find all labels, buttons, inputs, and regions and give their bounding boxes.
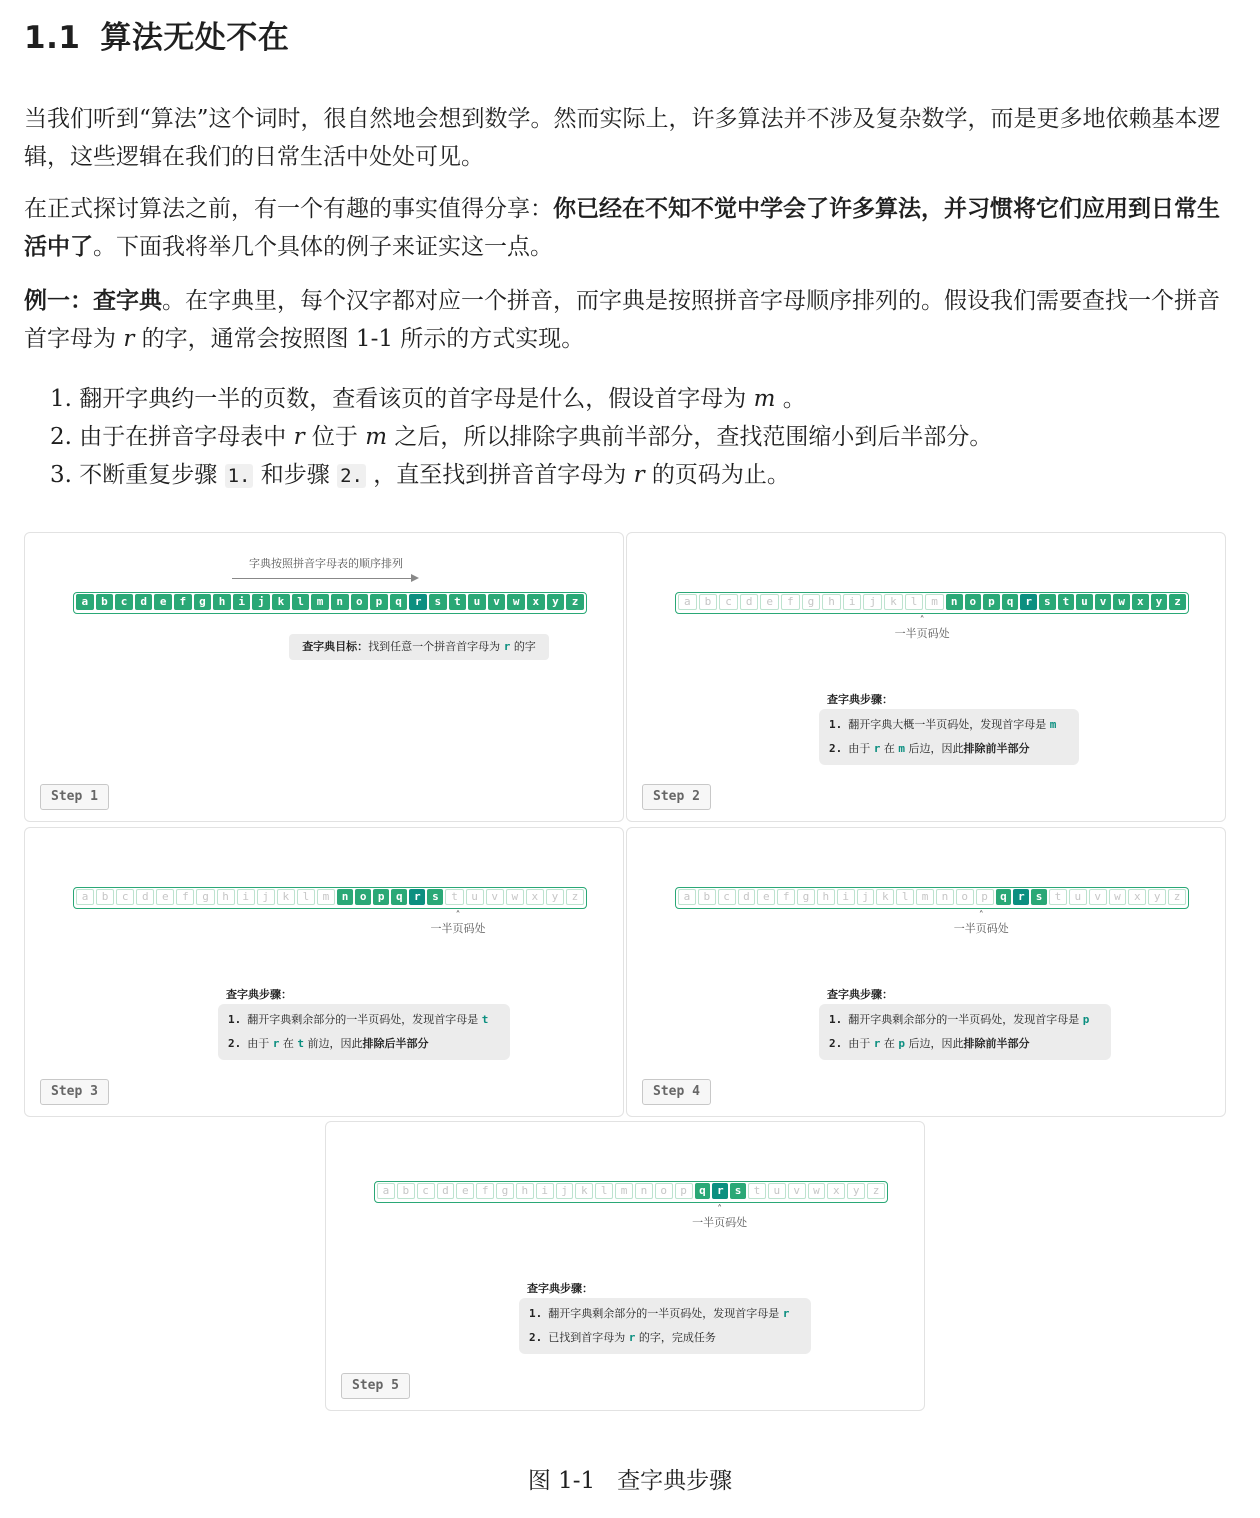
letter-cell-z: z bbox=[566, 889, 584, 905]
letter-cell-c: c bbox=[718, 889, 736, 905]
list-var: r bbox=[293, 424, 305, 450]
letter-cell-g: g bbox=[802, 594, 821, 610]
letter-cell-j: j bbox=[857, 889, 875, 905]
letter-cell-t: t bbox=[748, 1183, 766, 1199]
letter-cell-x: x bbox=[526, 889, 544, 905]
letter-cell-f: f bbox=[176, 889, 194, 905]
letter-cell-v: v bbox=[788, 1183, 806, 1199]
letter-cell-t: t bbox=[1049, 889, 1067, 905]
letter-cell-u: u bbox=[768, 1183, 786, 1199]
letter-cell-k: k bbox=[884, 594, 903, 610]
paragraph-fact-bold: 你已经在不知不觉中学会了许多算法，并习惯将它们应用到日常生活中了 bbox=[24, 195, 1220, 260]
letter-cell-b: b bbox=[698, 889, 716, 905]
row-letter: m bbox=[898, 742, 905, 755]
pointer-label: 一半页码处 bbox=[692, 1216, 748, 1229]
letter-cell-x: x bbox=[1132, 594, 1149, 610]
row-text: 翻开字典剩余部分的一半页码处，发现首字母是 bbox=[848, 1013, 1080, 1026]
letter-cell-a: a bbox=[76, 889, 94, 905]
stepbox-title: 查字典步骤： bbox=[226, 988, 292, 1001]
alphabet-strip bbox=[73, 887, 587, 909]
caret-up-icon: ˄ bbox=[919, 615, 925, 626]
paragraph-intro bbox=[24, 100, 1234, 176]
letter-cell-u: u bbox=[468, 594, 486, 610]
letter-cell-s: s bbox=[1031, 889, 1047, 905]
letter-cell-u: u bbox=[1069, 889, 1087, 905]
letter-cell-p: p bbox=[373, 889, 389, 905]
letter-cell-j: j bbox=[863, 594, 882, 610]
letter-cell-v: v bbox=[488, 594, 506, 610]
row-letter: t bbox=[481, 1013, 489, 1026]
list-var: m bbox=[753, 386, 776, 412]
list-item bbox=[50, 456, 992, 495]
row-text: 翻开字典大概一半页码处，发现首字母是 bbox=[848, 718, 1047, 731]
letter-cell-t: t bbox=[445, 889, 463, 905]
list-text: 位于 bbox=[304, 424, 366, 450]
letter-cell-m: m bbox=[916, 889, 934, 905]
alphabet-strip bbox=[73, 592, 587, 614]
paragraph-fact bbox=[24, 190, 1234, 266]
letter-cell-h: h bbox=[817, 889, 835, 905]
paragraph-intro-text: 当我们听到“算法”这个词时，很自然地会想到数学。然而实际上，许多算法并不涉及复杂数学，而是更多地依赖基本逻辑，这些逻辑在我们的日常生活中处处可见。 bbox=[24, 106, 1221, 170]
letter-cell-m: m bbox=[925, 594, 944, 610]
midpoint-pointer bbox=[418, 912, 498, 936]
pointer-label: 一半页码处 bbox=[430, 922, 486, 935]
letter-cell-q: q bbox=[695, 1183, 711, 1199]
stepbox-row bbox=[228, 1032, 500, 1056]
paragraph-fact-lead: 在正式探讨算法之前，有一个有趣的事实值得分享： bbox=[24, 196, 553, 222]
stepbox-title: 查字典步骤： bbox=[827, 693, 893, 706]
letter-cell-h: h bbox=[217, 889, 235, 905]
figure-panel-step-2 bbox=[626, 532, 1226, 822]
letter-cell-e: e bbox=[757, 889, 775, 905]
row-text: 由于 bbox=[247, 1037, 270, 1050]
letter-cell-n: n bbox=[936, 889, 954, 905]
letter-cell-n: n bbox=[331, 594, 349, 610]
stepbox-row bbox=[228, 1008, 500, 1032]
section-number: 1.1 bbox=[24, 20, 81, 56]
goal-letter: r bbox=[503, 640, 511, 653]
letter-cell-y: y bbox=[546, 889, 564, 905]
letter-cell-c: c bbox=[417, 1183, 435, 1199]
letter-cell-j: j bbox=[257, 889, 275, 905]
letter-cell-r: r bbox=[712, 1183, 728, 1199]
row-index: 1. bbox=[228, 1013, 242, 1026]
letter-cell-w: w bbox=[1113, 594, 1130, 610]
stepbox-row bbox=[829, 737, 1069, 761]
caret-up-icon: ˄ bbox=[978, 910, 984, 921]
row-bold: 排除后半部分 bbox=[362, 1037, 429, 1050]
letter-cell-s: s bbox=[730, 1183, 746, 1199]
letter-cell-o: o bbox=[351, 594, 369, 610]
letter-cell-a: a bbox=[678, 594, 697, 610]
letter-cell-m: m bbox=[615, 1183, 633, 1199]
letter-cell-z: z bbox=[566, 594, 584, 610]
letter-cell-p: p bbox=[983, 594, 1000, 610]
letter-cell-z: z bbox=[1168, 889, 1186, 905]
letter-cell-d: d bbox=[740, 594, 759, 610]
letter-cell-x: x bbox=[527, 594, 545, 610]
right-arrow-icon bbox=[232, 578, 417, 579]
letter-cell-a: a bbox=[76, 594, 94, 610]
letter-cell-f: f bbox=[777, 889, 795, 905]
step-ref-code: 1. bbox=[225, 464, 254, 488]
letter-cell-q: q bbox=[390, 594, 408, 610]
step-label: Step 5 bbox=[341, 1373, 410, 1399]
letter-cell-v: v bbox=[1089, 889, 1107, 905]
steps-list bbox=[50, 380, 992, 495]
list-var: m bbox=[365, 424, 388, 450]
row-text: 的字，完成任务 bbox=[638, 1331, 716, 1344]
letter-cell-y: y bbox=[1151, 594, 1168, 610]
list-text: 由于在拼音字母表中 bbox=[79, 424, 294, 450]
letter-cell-q: q bbox=[391, 889, 407, 905]
letter-cell-e: e bbox=[760, 594, 779, 610]
list-num: 2. bbox=[50, 424, 72, 450]
row-text: 后边，因此 bbox=[908, 1037, 964, 1050]
list-num: 1. bbox=[50, 386, 72, 412]
caret-up-icon: ˄ bbox=[455, 910, 461, 921]
letter-cell-w: w bbox=[1109, 889, 1127, 905]
row-letter: p bbox=[1082, 1013, 1090, 1026]
letter-cell-i: i bbox=[233, 594, 251, 610]
row-letter: p bbox=[898, 1037, 905, 1050]
list-text: 不断重复步骤 bbox=[79, 462, 225, 488]
letter-cell-h: h bbox=[213, 594, 231, 610]
figure-panel-step-3 bbox=[24, 827, 624, 1117]
row-index: 1. bbox=[829, 1013, 843, 1026]
letter-cell-u: u bbox=[1076, 594, 1093, 610]
row-letter: r bbox=[272, 1037, 280, 1050]
stepbox-row bbox=[829, 1008, 1101, 1032]
figure-panel-step-4 bbox=[626, 827, 1226, 1117]
row-bold: 排除前半部分 bbox=[963, 742, 1030, 755]
section-title: 算法无处不在 bbox=[100, 20, 290, 56]
letter-cell-g: g bbox=[496, 1183, 514, 1199]
stepbox-title: 查字典步骤： bbox=[827, 988, 893, 1001]
row-text: 在 bbox=[883, 742, 895, 755]
alphabet-strip bbox=[675, 592, 1189, 614]
letter-cell-h: h bbox=[516, 1183, 534, 1199]
letter-cell-x: x bbox=[827, 1183, 845, 1199]
letter-cell-x: x bbox=[1128, 889, 1146, 905]
letter-cell-s: s bbox=[427, 889, 443, 905]
caret-up-icon: ˄ bbox=[717, 1204, 723, 1215]
letter-cell-p: p bbox=[370, 594, 388, 610]
list-text: 的页码为止。 bbox=[644, 462, 790, 488]
example-text-a: 。在字典里，每个汉字都对应一个拼音，而字典是按照拼音字母顺序排列的。假设我们需要查找一个拼音首字母为 bbox=[24, 288, 1220, 352]
figure-title: 查字典步骤 bbox=[617, 1468, 733, 1494]
letter-cell-r: r bbox=[409, 594, 427, 610]
letter-cell-y: y bbox=[847, 1183, 865, 1199]
alphabet-strip bbox=[675, 887, 1189, 909]
letter-cell-l: l bbox=[595, 1183, 613, 1199]
letter-cell-o: o bbox=[655, 1183, 673, 1199]
midpoint-pointer bbox=[941, 912, 1021, 936]
alphabet-strip bbox=[374, 1181, 888, 1203]
letter-cell-c: c bbox=[116, 889, 134, 905]
letter-cell-o: o bbox=[355, 889, 371, 905]
stepbox-title: 查字典步骤： bbox=[527, 1282, 593, 1295]
row-text: 前边，因此 bbox=[307, 1037, 363, 1050]
letter-cell-p: p bbox=[976, 889, 994, 905]
goal-tail: 的字 bbox=[513, 640, 536, 653]
list-text: 之后，所以排除字典前半部分，查找范围缩小到后半部分。 bbox=[387, 424, 993, 450]
letter-cell-d: d bbox=[738, 889, 756, 905]
letter-cell-t: t bbox=[1058, 594, 1075, 610]
list-num: 3. bbox=[50, 462, 72, 488]
midpoint-pointer bbox=[680, 1206, 760, 1230]
letter-cell-b: b bbox=[96, 889, 114, 905]
goal-label: 查字典目标： bbox=[302, 640, 369, 653]
pointer-label: 一半页码处 bbox=[953, 922, 1009, 935]
letter-cell-i: i bbox=[843, 594, 862, 610]
row-index: 2. bbox=[829, 1037, 843, 1050]
letter-cell-j: j bbox=[252, 594, 270, 610]
letter-cell-k: k bbox=[876, 889, 894, 905]
letter-cell-m: m bbox=[311, 594, 329, 610]
row-letter: t bbox=[297, 1037, 304, 1050]
paragraph-example bbox=[24, 282, 1234, 358]
row-letter: m bbox=[1049, 718, 1057, 731]
letter-cell-t: t bbox=[449, 594, 467, 610]
example-var: r bbox=[123, 326, 135, 352]
letter-cell-g: g bbox=[797, 889, 815, 905]
stepbox bbox=[819, 709, 1079, 765]
letter-cell-e: e bbox=[456, 1183, 474, 1199]
letter-cell-d: d bbox=[135, 594, 153, 610]
paragraph-fact-tail: 。下面我将举几个具体的例子来证实这一点。 bbox=[93, 234, 553, 260]
row-index: 1. bbox=[529, 1307, 543, 1320]
letter-cell-r: r bbox=[1020, 594, 1037, 610]
letter-cell-e: e bbox=[156, 889, 174, 905]
letter-cell-u: u bbox=[466, 889, 484, 905]
letter-cell-f: f bbox=[174, 594, 192, 610]
list-text: ，直至找到拼音首字母为 bbox=[365, 462, 634, 488]
row-bold: 排除前半部分 bbox=[963, 1037, 1030, 1050]
row-text: 已找到首字母为 bbox=[548, 1331, 626, 1344]
row-text: 在 bbox=[282, 1037, 294, 1050]
row-text: 后边，因此 bbox=[908, 742, 964, 755]
letter-cell-r: r bbox=[1013, 889, 1029, 905]
example-text-b: 的字，通常会按照图 1-1 所示的方式实现。 bbox=[134, 326, 585, 352]
list-item bbox=[50, 380, 992, 418]
figure-number: 图 1-1 bbox=[527, 1468, 596, 1494]
letter-cell-l: l bbox=[905, 594, 924, 610]
letter-cell-i: i bbox=[536, 1183, 554, 1199]
midpoint-pointer bbox=[882, 617, 962, 641]
row-text: 由于 bbox=[848, 1037, 871, 1050]
letter-cell-b: b bbox=[397, 1183, 415, 1199]
row-text: 由于 bbox=[848, 742, 871, 755]
row-letter: r bbox=[873, 1037, 881, 1050]
list-item bbox=[50, 418, 992, 456]
letter-cell-w: w bbox=[507, 594, 525, 610]
letter-cell-o: o bbox=[956, 889, 974, 905]
stepbox-row bbox=[529, 1326, 801, 1350]
letter-cell-e: e bbox=[154, 594, 172, 610]
letter-cell-f: f bbox=[781, 594, 800, 610]
pointer-label: 一半页码处 bbox=[894, 627, 950, 640]
letter-cell-g: g bbox=[194, 594, 212, 610]
step-ref-code: 2. bbox=[337, 464, 366, 488]
section-heading bbox=[24, 12, 289, 57]
letter-cell-q: q bbox=[1002, 594, 1019, 610]
letter-cell-k: k bbox=[575, 1183, 593, 1199]
letter-cell-n: n bbox=[337, 889, 353, 905]
letter-cell-l: l bbox=[896, 889, 914, 905]
figure-panel-step-5 bbox=[325, 1121, 925, 1411]
letter-cell-w: w bbox=[808, 1183, 826, 1199]
list-text: 翻开字典约一半的页数，查看该页的首字母是什么，假设首字母为 bbox=[79, 386, 754, 412]
letter-cell-s: s bbox=[1039, 594, 1056, 610]
letter-cell-a: a bbox=[377, 1183, 395, 1199]
list-text: 。 bbox=[775, 386, 806, 412]
row-letter: r bbox=[873, 742, 881, 755]
letter-cell-h: h bbox=[822, 594, 841, 610]
row-index: 2. bbox=[228, 1037, 242, 1050]
letter-cell-b: b bbox=[699, 594, 718, 610]
letter-cell-l: l bbox=[297, 889, 315, 905]
step-label: Step 2 bbox=[642, 784, 711, 810]
row-text: 翻开字典剩余部分的一半页码处，发现首字母是 bbox=[548, 1307, 780, 1320]
letter-cell-g: g bbox=[196, 889, 214, 905]
letter-cell-d: d bbox=[437, 1183, 455, 1199]
example-title: 例一：查字典 bbox=[24, 287, 162, 314]
stepbox-row bbox=[529, 1302, 801, 1326]
stepbox bbox=[218, 1004, 510, 1060]
row-text: 翻开字典剩余部分的一半页码处，发现首字母是 bbox=[247, 1013, 479, 1026]
letter-cell-r: r bbox=[409, 889, 425, 905]
step-label: Step 4 bbox=[642, 1079, 711, 1105]
letter-cell-z: z bbox=[1169, 594, 1186, 610]
letter-cell-o: o bbox=[965, 594, 982, 610]
row-letter: r bbox=[628, 1331, 636, 1344]
letter-cell-c: c bbox=[719, 594, 738, 610]
letter-cell-a: a bbox=[678, 889, 696, 905]
row-text: 在 bbox=[883, 1037, 895, 1050]
letter-cell-n: n bbox=[946, 594, 963, 610]
letter-cell-m: m bbox=[317, 889, 335, 905]
letter-cell-q: q bbox=[996, 889, 1012, 905]
figure-caption bbox=[0, 1462, 1260, 1495]
row-index: 1. bbox=[829, 718, 843, 731]
step-label: Step 3 bbox=[40, 1079, 109, 1105]
stepbox-row bbox=[829, 1032, 1101, 1056]
stepbox bbox=[819, 1004, 1111, 1060]
stepbox-row bbox=[829, 713, 1069, 737]
letter-cell-j: j bbox=[556, 1183, 574, 1199]
letter-cell-k: k bbox=[272, 594, 290, 610]
letter-cell-c: c bbox=[115, 594, 133, 610]
letter-cell-i: i bbox=[237, 889, 255, 905]
step-label: Step 1 bbox=[40, 784, 109, 810]
goal-box bbox=[289, 634, 549, 660]
letter-cell-s: s bbox=[429, 594, 447, 610]
letter-cell-z: z bbox=[867, 1183, 885, 1199]
row-index: 2. bbox=[829, 742, 843, 755]
letter-cell-i: i bbox=[837, 889, 855, 905]
letter-cell-v: v bbox=[1095, 594, 1112, 610]
letter-cell-f: f bbox=[476, 1183, 494, 1199]
letter-cell-d: d bbox=[136, 889, 154, 905]
letter-cell-n: n bbox=[635, 1183, 653, 1199]
list-text: 和步骤 bbox=[253, 462, 338, 488]
letter-cell-k: k bbox=[277, 889, 295, 905]
letter-cell-y: y bbox=[547, 594, 565, 610]
row-index: 2. bbox=[529, 1331, 543, 1344]
letter-cell-w: w bbox=[506, 889, 524, 905]
letter-cell-b: b bbox=[96, 594, 114, 610]
list-var: r bbox=[633, 462, 645, 488]
letter-cell-v: v bbox=[486, 889, 504, 905]
letter-cell-y: y bbox=[1148, 889, 1166, 905]
order-caption: 字典按照拼音字母表的顺序排列 bbox=[249, 557, 403, 570]
stepbox bbox=[519, 1298, 811, 1354]
figure-panel-step-1 bbox=[24, 532, 624, 822]
letter-cell-l: l bbox=[292, 594, 310, 610]
row-letter: r bbox=[782, 1307, 790, 1320]
goal-text: 找到任意一个拼音首字母为 bbox=[368, 640, 501, 653]
letter-cell-p: p bbox=[675, 1183, 693, 1199]
